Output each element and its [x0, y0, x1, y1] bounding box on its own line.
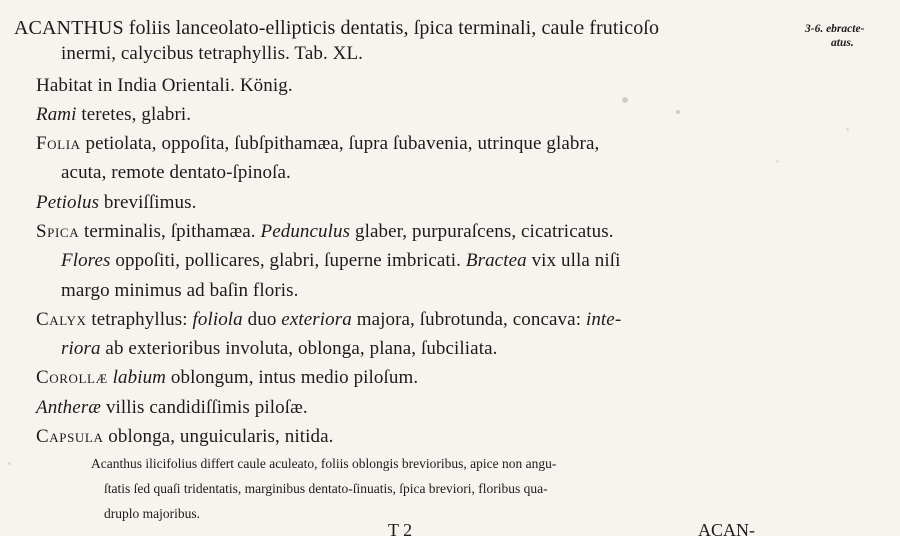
rami-label: Rami	[36, 104, 77, 125]
rami-text: teretes, glabri.	[76, 104, 192, 125]
petiolus-label: Petiolus	[36, 192, 100, 213]
calyx-text-1a: tetraphyllus:	[86, 309, 193, 330]
spica-text-3: margo minimus ad baſin floris.	[61, 280, 299, 301]
capsula-line	[36, 426, 333, 448]
margin-note-line-1	[805, 23, 864, 36]
rami-line	[36, 104, 191, 126]
ink-spot	[8, 462, 11, 465]
labium-label: labium	[112, 367, 167, 388]
habitat-text: Habitat in India Orientali. König.	[36, 75, 293, 96]
capsula-label: Capsula	[36, 426, 104, 447]
footnote-line-1	[91, 456, 556, 472]
margin-note-text-2: atus.	[831, 37, 854, 49]
corollae-label: Corollæ	[36, 367, 108, 388]
folia-line-1	[36, 133, 599, 155]
footnote-line-3	[104, 506, 200, 522]
ink-spot	[846, 128, 849, 131]
footnote-text-2: ſtatis ſed quaſi tridentatis, marginibus dentato-ſinuatis, ſpica breviori, floribus qua-	[104, 481, 548, 496]
spica-text-2b: vix ulla niſi	[526, 250, 621, 271]
signature-mark-text: T 2	[388, 520, 413, 536]
interiora-label-part-1: inte-	[585, 309, 622, 330]
title-line-1	[14, 17, 659, 39]
ink-spot	[676, 110, 680, 114]
flores-label: Flores	[61, 250, 111, 271]
folia-line-2	[61, 162, 291, 184]
catchword	[698, 520, 755, 536]
signature-mark	[388, 520, 412, 536]
antherae-text: villis candidiſſimis piloſæ.	[101, 397, 308, 418]
footnote-line-2	[104, 481, 548, 497]
antherae-line	[36, 397, 308, 419]
interiora-label-part-2: riora	[61, 338, 101, 359]
folia-label: Folia	[36, 133, 81, 154]
calyx-line-1	[36, 309, 621, 331]
folia-text-2: acuta, remote dentato-ſpinoſa.	[61, 162, 291, 183]
foliola-label: foliola	[192, 309, 243, 330]
calyx-text-2: ab exterioribus involuta, oblonga, plana, ſubciliata.	[100, 338, 498, 359]
calyx-text-1b: duo	[242, 309, 282, 330]
margin-note-line-2	[831, 37, 854, 50]
spica-text-1b: glaber, purpuraſcens, cicatricatus.	[350, 221, 614, 242]
catchword-text: ACAN-	[698, 520, 755, 536]
ink-spot	[622, 97, 628, 103]
folia-text-1: petiolata, oppoſita, ſubſpithamæa, ſupra ſubavenia, utrinque glabra,	[80, 133, 600, 154]
footnote-text-3: druplo majoribus.	[104, 506, 200, 521]
petiolus-line	[36, 192, 196, 214]
spica-label: Spica	[36, 221, 80, 242]
spica-text-2a: oppoſiti, pollicares, glabri, ſuperne imbricati.	[110, 250, 466, 271]
calyx-label: Calyx	[36, 309, 87, 330]
ink-spot	[776, 160, 779, 163]
exteriora-label: exteriora	[281, 309, 352, 330]
habitat-line	[36, 75, 293, 97]
spica-line-1	[36, 221, 614, 243]
spica-text-1a: terminalis, ſpithamæa.	[79, 221, 261, 242]
antherae-label: Antheræ	[36, 397, 102, 418]
corollae-text: oblongum, intus medio piloſum.	[166, 367, 419, 388]
calyx-line-2	[61, 338, 497, 360]
footnote-text-1: Acanthus ilicifolius differt caule aculeato, foliis oblongis brevioribus, apice non angu-	[91, 456, 557, 471]
corollae-line	[36, 367, 418, 389]
title-text-1: ACANTHUS foliis lanceolato-ellipticis dentatis, ſpica terminali, caule fruticoſo	[14, 17, 660, 39]
margin-note-text-1: 3-6. ebracte-	[805, 23, 865, 35]
petiolus-text: breviſſimus.	[99, 192, 197, 213]
spica-line-2	[61, 250, 621, 272]
capsula-text: oblonga, unguicularis, nitida.	[103, 426, 334, 447]
title-line-2	[61, 43, 363, 65]
pedunculus-label: Pedunculus	[260, 221, 351, 242]
spica-line-3	[61, 280, 299, 302]
bractea-label: Bractea	[465, 250, 527, 271]
title-text-2: inermi, calycibus tetraphyllis. Tab. XL.	[61, 43, 364, 64]
calyx-text-1c: majora, ſubrotunda, concava:	[351, 309, 586, 330]
